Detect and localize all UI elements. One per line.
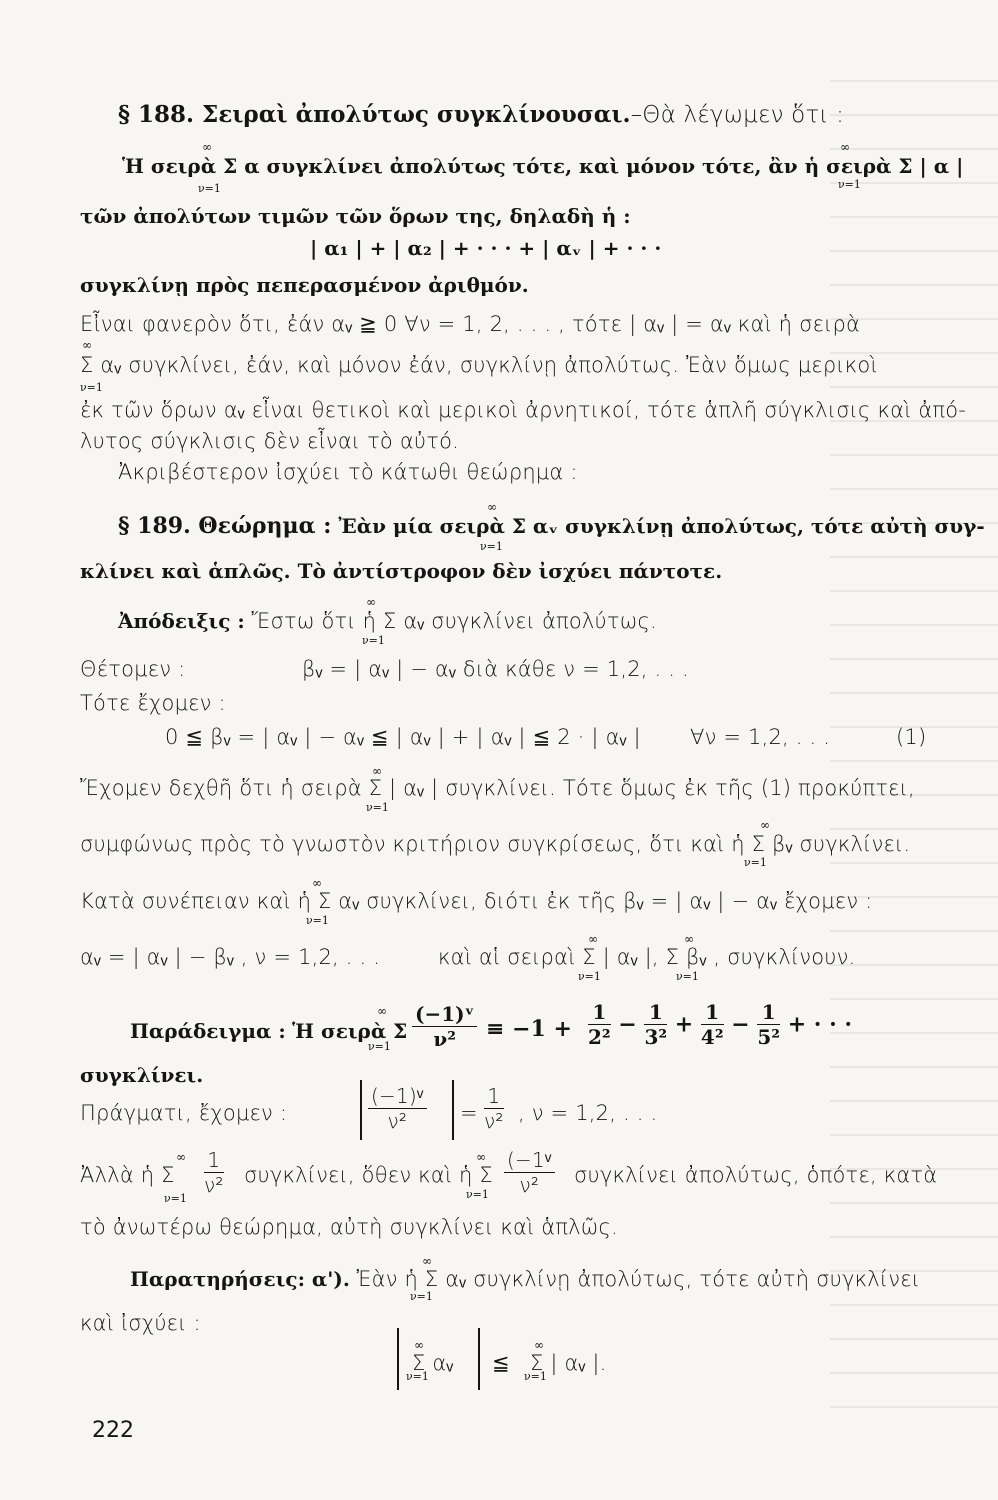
sum-upper-limit: ∞: [372, 764, 382, 778]
tote-label: Τότε ἔχομεν :: [80, 691, 226, 715]
example-rhs: ≡ −1 +: [486, 1016, 572, 1042]
thetomen-label: Θέτομεν :: [80, 657, 186, 681]
theorem-line-2: κλίνει καὶ ἁπλῶς. Τὸ ἀντίστροφον δὲν ἰσχύει πάντοτε.: [80, 559, 723, 583]
paragraph-1-line-3: ἐκ τῶν ὅρων αᵥ εἶναι θετικοὶ καὶ μερικοὶ ἀρνητικοί, τότε ἁπλῆ σύγκλισις καὶ ἀπό-: [80, 398, 967, 422]
paragraph-2-line-3: Κατὰ συνέπειαν καὶ ἡ Σ αᵥ συγκλίνει, διότι ἐκ τῆς βᵥ = | αᵥ | − αᵥ ἔχομεν :: [80, 889, 873, 913]
def-part-c: |: [956, 154, 964, 178]
sum-upper-limit: ∞: [312, 876, 322, 890]
definition-series: | α₁ | + | α₂ | + · · · + | αᵥ | + · · ·: [310, 236, 662, 260]
def-part-b: συγκλίνει ἀπολύτως τότε, καὶ μόνον τότε, ἂν ἡ σειρὰ Σ | α: [266, 154, 950, 178]
pragmati-tail: , ν = 1,2, . . .: [518, 1101, 658, 1125]
remarks-text: Ἐὰν ἡ Σ αᵥ συγκλίνῃ ἀπολύτως, τότε αὐτὴ συγκλίνει: [356, 1267, 921, 1291]
fraction-numerator: 1: [204, 1148, 224, 1173]
pragmati-equals: =: [460, 1101, 478, 1125]
fraction-numerator: (−1)ᵛ: [412, 1002, 477, 1027]
alla-part-b: συγκλίνει, ὅθεν καὶ ἡ Σ: [244, 1163, 493, 1187]
fraction-denominator: 2²: [588, 1025, 611, 1049]
fraction-numerator: 1: [588, 1000, 611, 1025]
series-term-fraction: [701, 1000, 724, 1049]
final-rhs: Σ | αᵥ |.: [530, 1351, 607, 1375]
thetomen-equation: βᵥ = | αᵥ | − αᵥ διὰ κάθε ν = 1,2, . . .: [302, 657, 689, 681]
fraction-numerator: 1: [484, 1084, 504, 1109]
paragraph-2-line-1: Ἔχομεν δεχθῆ ὅτι ἡ σειρὰ Σ | αᵥ | συγκλίνει. Τότε ὅμως ἐκ τῆς (1) προκύπτει,: [80, 776, 915, 800]
series-term-fraction: [644, 1000, 667, 1049]
sum-lower-limit: ν=1: [466, 1188, 489, 1201]
theorem-line-1: Ἐὰν μία σειρὰ Σ αᵥ συγκλίνῃ ἀπολύτως, τότε αὐτὴ συγ-: [338, 514, 985, 538]
sum-upper-limit: ∞: [176, 1150, 186, 1164]
alla-part-a: Ἀλλὰ ἡ Σ: [80, 1163, 175, 1187]
sum-lower-limit: ν=1: [306, 914, 329, 927]
final-relation: ≦: [492, 1351, 510, 1375]
paragraph-2-line-2: συμφώνως πρὸς τὸ γνωστὸν κριτήριον συγκρίσεως, ὅτι καὶ ἡ Σ βᵥ συγκλίνει.: [80, 832, 911, 856]
paragraph-2-line-4b: καὶ αἱ σειραὶ Σ | αᵥ |, Σ βᵥ , συγκλίνουν.: [438, 945, 856, 969]
pragmati-fraction: [368, 1084, 427, 1133]
fraction-numerator: (−1)ᵛ: [368, 1084, 427, 1109]
definition-line-2: τῶν ἀπολύτων τιμῶν τῶν ὅρων της, δηλαδὴ ἡ :: [80, 204, 631, 228]
abs-bar-right: [478, 1328, 480, 1390]
fraction-denominator: ν²: [484, 1109, 504, 1133]
page-number: 222: [92, 1418, 134, 1443]
series-term-sign: + · · ·: [780, 1011, 853, 1038]
alla-fraction-2: [504, 1148, 555, 1197]
series-term-sign: +: [667, 1011, 701, 1038]
proof-text: Ἔστω ὅτι ἡ Σ αᵥ συγκλίνει ἀπολύτως.: [251, 609, 657, 633]
sum-upper-limit: ∞: [414, 1338, 424, 1352]
fraction-denominator: ν²: [387, 1109, 408, 1133]
theorem-label: § 189. Θεώρημα :: [118, 513, 332, 539]
proof-line-1: [118, 608, 657, 634]
example-line: [130, 1018, 407, 1044]
example-label: Παράδειγμα :: [130, 1019, 286, 1043]
sum-lower-limit: ν=1: [744, 856, 767, 869]
paragraph-1-line-2: Σ αᵥ συγκλίνει, ἐάν, καὶ μόνον ἐάν, συγκλίνῃ ἀπολύτως. Ἐὰν ὅμως μερικοὶ: [80, 353, 878, 377]
sum-lower-limit: ν=1: [362, 634, 385, 647]
sum-lower-limit: ν=1: [524, 1370, 547, 1383]
example-fraction: [412, 1002, 477, 1051]
fraction-denominator: 5²: [757, 1025, 781, 1049]
sum-lower-limit: ν=1: [838, 178, 861, 191]
sum-upper-limit: ∞: [366, 595, 376, 609]
paragraph-1-line-4: λυτος σύγκλισις δὲν εἶναι τὸ αὐτό.: [80, 429, 459, 453]
sum-upper-limit: ∞: [760, 818, 770, 832]
fraction-denominator: 3²: [644, 1025, 668, 1049]
fraction-denominator: 4²: [700, 1025, 724, 1049]
series-term-sign: −: [723, 1011, 758, 1038]
final-lhs: Σ αᵥ: [412, 1351, 454, 1375]
section-188-heading: [118, 102, 844, 128]
alla-fraction-1: [204, 1148, 224, 1197]
def-part-a: Ἡ σειρὰ Σ α: [122, 154, 260, 178]
sum-lower-limit: ν=1: [578, 970, 601, 983]
sum-lower-limit: ν=1: [164, 1192, 187, 1205]
fraction-denominator: ν²: [204, 1173, 224, 1197]
fraction-denominator: ν²: [519, 1173, 540, 1197]
alla-line-2: τὸ ἀνωτέρω θεώρημα, αὐτὴ συγκλίνει καὶ ἁπλῶς.: [80, 1215, 618, 1239]
sum-upper-limit: ∞: [588, 932, 598, 946]
definition-line-1: [122, 153, 963, 179]
sum-upper-limit: ∞: [422, 1254, 432, 1268]
sum-upper-limit: ∞: [476, 1150, 486, 1164]
heading-bold-text: § 188. Σειραὶ ἀπολύτως συγκλίνουσαι.: [118, 101, 631, 128]
inequality-1: 0 ≦ βᵥ = | αᵥ | − αᵥ ≦ | αᵥ | + | αᵥ | ≦ 2 · | αᵥ |: [165, 725, 641, 749]
proof-label: Ἀπόδειξις :: [118, 609, 245, 633]
series-term-fraction: [588, 1000, 611, 1049]
sum-upper-limit: ∞: [534, 1338, 544, 1352]
fraction-denominator: ν²: [433, 1027, 457, 1051]
series-term-sign: −: [610, 1011, 645, 1038]
definition-line-4: συγκλίνῃ πρὸς πεπερασμένον ἀριθμόν.: [80, 273, 529, 297]
sum-lower-limit: ν=1: [368, 1040, 391, 1053]
fraction-numerator: 1: [644, 1000, 667, 1025]
inequality-quantifier: ∀ν = 1,2, . . .: [690, 725, 831, 749]
sum-lower-limit: ν=1: [198, 182, 221, 195]
paragraph-1-line-1: Εἶναι φανερὸν ὅτι, ἐάν αᵥ ≧ 0 ∀ν = 1, 2, . . . , τότε | αᵥ | = αᵥ καὶ ἡ σειρὰ: [80, 312, 861, 336]
example-text: Ἡ σειρὰ Σ: [292, 1019, 408, 1043]
sum-upper-limit: ∞: [840, 140, 850, 154]
show-through: [830, 80, 998, 1420]
alla-part-c: συγκλίνει ἀπολύτως, ὁπότε, κατὰ: [574, 1163, 938, 1187]
series-term-fraction: [757, 1000, 780, 1049]
sum-lower-limit: ν=1: [366, 801, 389, 814]
equation-number: (1): [896, 725, 927, 749]
fraction-numerator: 1: [757, 1000, 780, 1025]
sum-upper-limit: ∞: [684, 932, 694, 946]
fraction-numerator: (−1ᵛ: [504, 1148, 555, 1173]
paragraph-1-line-5: Ἀκριβέστερον ἰσχύει τὸ κάτωθι θεώρημα :: [118, 460, 578, 484]
sum-lower-limit: ν=1: [676, 970, 699, 983]
sum-lower-limit: ν=1: [406, 1370, 429, 1383]
sum-lower-limit: ν=1: [80, 381, 103, 394]
sum-upper-limit: ∞: [377, 1004, 387, 1018]
sum-upper-limit: ∞: [487, 500, 497, 514]
fraction-numerator: 1: [701, 1000, 724, 1025]
sum-lower-limit: ν=1: [480, 540, 503, 553]
remarks-line-2: καὶ ἰσχύει :: [80, 1311, 201, 1335]
pragmati-label: Πράγματι, ἔχομεν :: [80, 1101, 288, 1125]
example-series-terms: [588, 1000, 852, 1049]
sum-upper-limit: ∞: [202, 140, 212, 154]
pragmati-rhs-fraction: [484, 1084, 504, 1133]
sum-lower-limit: ν=1: [410, 1290, 433, 1303]
paragraph-2-line-4a: αᵥ = | αᵥ | − βᵥ , ν = 1,2, . . .: [80, 945, 381, 969]
abs-bar-left: [397, 1328, 399, 1390]
heading-rest-text: –Θὰ λέγωμεν ὅτι :: [630, 102, 845, 128]
remarks-label: Παρατηρήσεις: α').: [130, 1267, 350, 1291]
example-tail: συγκλίνει.: [80, 1063, 204, 1087]
abs-bar-left: [360, 1080, 362, 1140]
remarks-line-1: [130, 1266, 920, 1292]
abs-bar-right: [452, 1080, 454, 1140]
sum-upper-limit: ∞: [82, 338, 92, 352]
section-189-heading: [118, 513, 985, 540]
